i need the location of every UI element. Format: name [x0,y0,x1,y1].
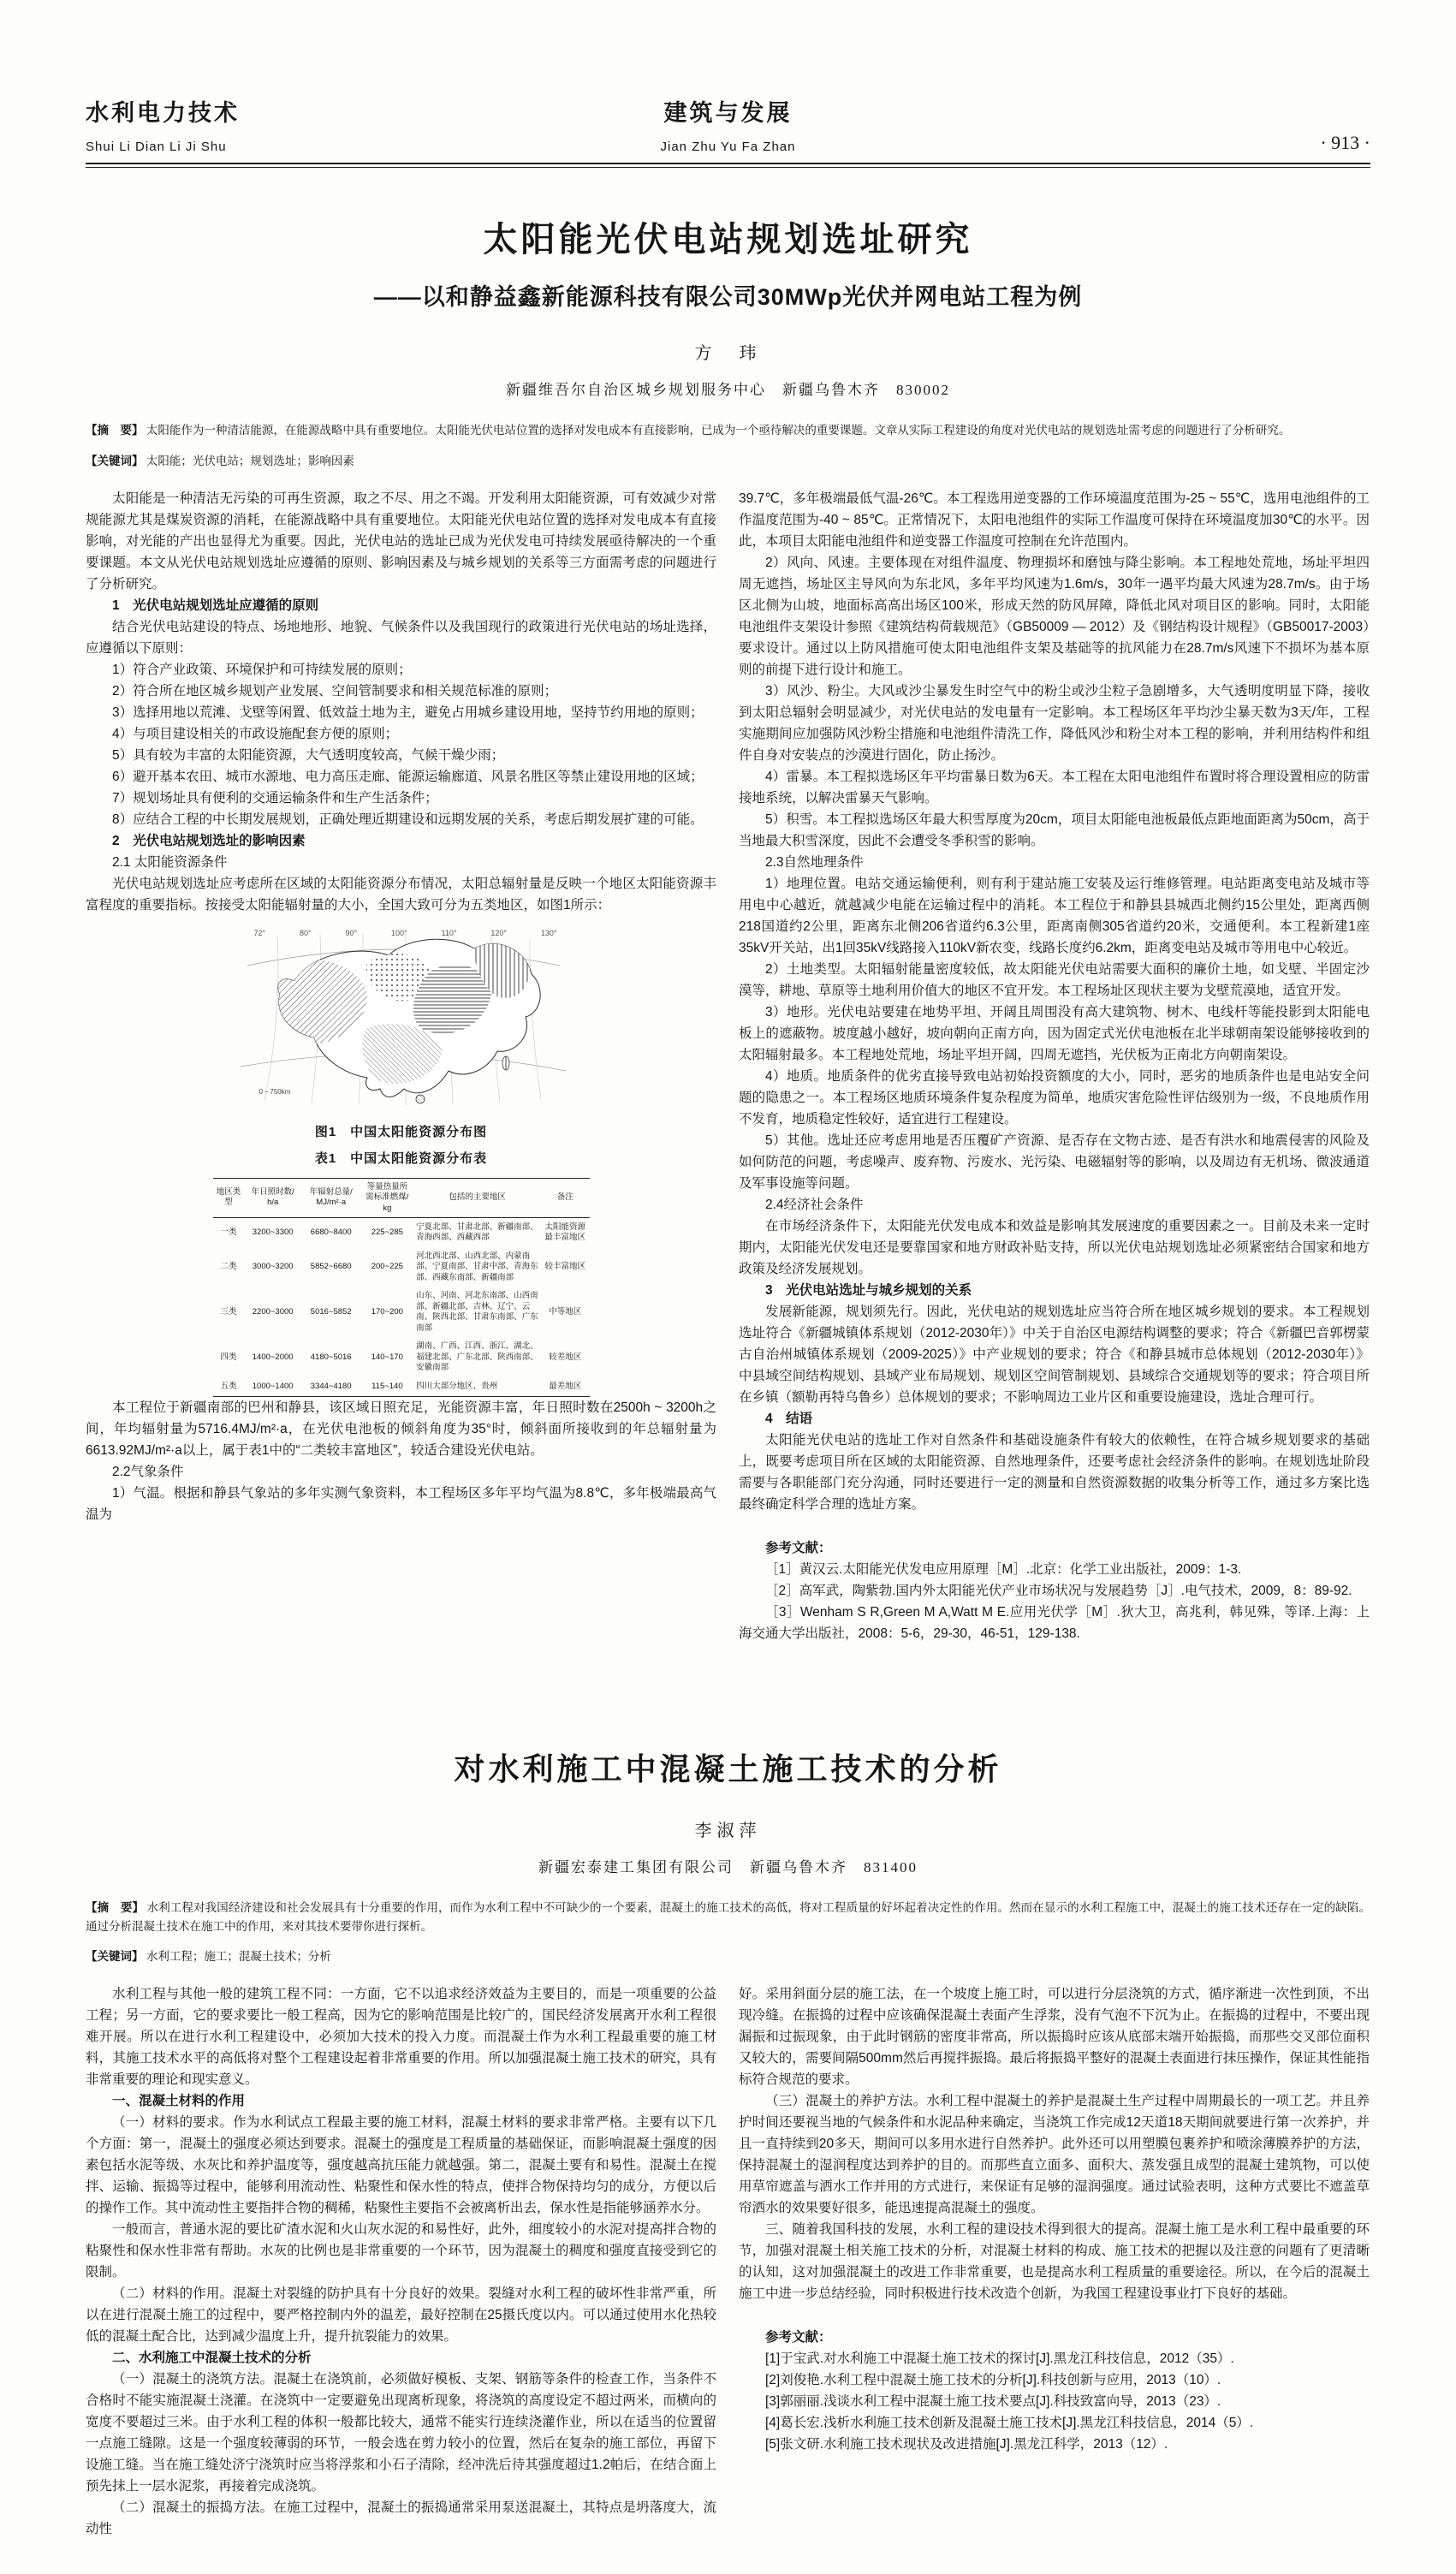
table-cell: 170~200 [371,1306,403,1317]
body-paragraph: （三）混凝土的养护方法。水利工程中混凝土的养护是混凝土生产过程中周期最长的一项工艺。并且养护时间还要视当地的气候条件和水泥品种来确定，当浇筑工作完成12天道18天期间就要进行第一次养护，并且一直持续到20多天，期间可以多用水进行自然养护。此外还可以用塑膜包裹养护和喷涂薄膜养护的方法，保持混凝土的湿润程度达到养护的目的。而那些直立面多、面积大、蒸发强且成型的混凝土建筑物，可以使用草帘遮盖与洒水工作并用的方式进行，来保证有足够的湿润强度。通过试验表明，这种方式要比不遮盖草帘洒水的效果要好很多，能迅速提高混凝土的强度。 [739,2094,1370,2215]
bottom-margin [86,2540,1370,2574]
body-paragraph: 2）风向、风速。主要体现在对组件温度、物理损坏和磨蚀与降尘影响。本工程地处荒地，场址平坦四周无遮挡，场址区主导风向为东北风，多年平均风速为1.6m/s，30年一遇平均最大风速为28.7m/s。由于场区北侧为山坡，地面标高高出场区100米，形成天然的防风屏障，降低北风对项目区的影响。同时，太阳能电池组件支架设计参照《建筑结构荷载规范》（GB50009 — 2012）及《钢结构设计规程》（GB50017-2003）要求设计。通过以上防风措施可使太阳电池组件支架及基础等的抗风能力在28.7m/s风速下不损坏为基本原则的前提下进行设计和施工。 [739,555,1370,677]
section-heading: 1 光伏电站规划选址应遵循的原则 [112,597,319,613]
body-paragraph: 4）雷暴。本工程拟选场区年平均雷暴日数为6天。本工程在太阳电池组件布置时将合理设置相应的防雷接地系统，以解决雷暴天气影响。 [739,769,1370,805]
map-meridians [254,923,557,944]
paper2-title: 对水利施工中混凝土施工技术的分析 [454,1751,1002,1786]
body-paragraph: 1）地理位置。电站交通运输便利，则有利于建站施工安装及运行维修管理。电站距离变电站及城市等用电中心越近，就越减少电能在运输过程中的消耗。本工程位于和静县县城西北侧约15公里处，距离西侧218国道约2公里，距离东北侧206省道约6.3公里，距离南侧305省道约20米，交通便利。本工程新建1座35kV开关站，出1回35kV线路接入110kV新农变，线路长度约6.2km，距离变电站及城市等用电中心较近。 [739,876,1370,955]
page-header [86,0,1370,154]
paper2 [86,1745,1370,2541]
paper2-column-left [86,1983,716,2540]
table-caption: 表1 中国太阳能资源分布表 [314,1150,488,1166]
body-paragraph: 1）符合产业政策、环境保护和可持续发展的原则； [112,662,412,677]
paper2-body [86,1983,1370,2540]
table-cell: 一类 [220,1227,237,1237]
section-heading: 3 光伏电站选址与城乡规划的关系 [765,1282,972,1298]
table-cell: 140~170 [371,1352,403,1362]
body-paragraph: 太阳能光伏电站的选址工作对自然条件和基础设施条件有较大的依赖性，在符合城乡规划要求的基础上，既要考虑项目所在区域的太阳能资源、自然地理条件，还要考虑社会经济条件的影响。在规划选址阶段需要与各职能部门充分沟通，同时还要进行一定的测量和自然资源数据的收集分析等工作，通过多方案比选最终确定科学合理的选址方案。 [739,1432,1370,1512]
table-cell: 6680~8400 [310,1227,352,1237]
paper2-right-blocks [739,1983,1370,2304]
table-row [213,1218,590,1248]
body-paragraph: （一）混凝土的浇筑方法。混凝土在浇筑前，必须做好模板、支架、钢筋等条件的检查工作，当条件不合格时不能实施混凝土浇灌。在浇筑中一定要避免出现离析现象，将浇筑的高度设定不超过两米，而横向的宽度不要超过三米。由于水利工程的体积一般都比较大，通常不能实行连续浇灌作业，所以在适当的位置留一点施工缝隙。这是一个强度较薄弱的环节，一般会选在剪力较小的位置，然后在复杂的施工部位，再留下设施工缝。当在施工缝处济宁浇筑时应当将浮浆和小石子清除，经冲洗后待其强度超过1.2帕后，在结合面上预先抹上一层水泥浆，再接着完成浇筑。 [86,2372,716,2494]
reference-item: ［2］高军武，陶紫勃.国内外太阳能光伏产业市场状况与发展趋势［J］.电气技术，2009，8：89-92. [765,1583,1352,1598]
body-paragraph: 本工程位于新疆南部的巴州和静县，该区域日照充足，光能资源丰富，年日照时数在2500h ~ 3200h之间，年均辐射量为5716.4MJ/m²·a，在光伏电池板的倾斜角度为35°时，倾斜面所接收到的年总辐射量为6613.92MJ/m²·a以上，属于表1中的“二类较丰富地区”，较适合建设光伏电站。 [86,1400,716,1458]
table-cell: 较丰富地区 [544,1262,586,1271]
subsection-heading: 2.2气象条件 [112,1464,184,1479]
paper1-left-blocks-b [86,1397,716,1525]
body-paragraph: 5）具有较为丰富的太阳能资源，大气透明度较高，气候干燥少雨； [112,747,505,763]
table-cell: 四类 [220,1352,237,1362]
paper2-column-right [739,1983,1370,2540]
body-paragraph: 三、随着我国科技的发展，水利工程的建设技术得到很大的提高。混凝土施工是水利工程中最重要的环节，加强对混凝土相关施工技术的分析，对混凝土材料的构成、施工技术的把握以及注意的问题有了更清晰的认知，这对加强混凝土的改进工作非常重要，也是提高水利工程质量的重要途径。所以，在今后的混凝土施工中进一步总结经验，同时积极进行技术改造个创新，为我国工程建设事业打下良好的基础。 [739,2222,1370,2301]
reference-item: [5]张文研.水利施工技术现状及改进措施[J].黑龙江科学，2013（12）. [765,2437,1168,2452]
body-paragraph: （二）混凝土的振捣方法。在施工过程中，混凝土的振捣通常采用泵送混凝土，其特点是坍落度大，流动性 [86,2500,716,2536]
reference-item: [1]于宝武.对水利施工中混凝土施工技术的探讨[J].黑龙江科技信息，2012（35）. [765,2351,1234,2366]
table-header-cell: 年辐射总量/ MJ/m²·a [301,1178,361,1218]
reference-item: ［3］Wenham S R,Green M A,Watt M E.应用光伏学［M］.狄大卫，高兆利，韩见殊，等译.上海：上海交通大学出版社，2008：5-6，29-30，46-51，129-138. [739,1604,1370,1641]
table-row [213,1247,590,1287]
table-cell: 200~225 [371,1262,403,1271]
paper2-abstract [86,1899,1370,1936]
body-paragraph: 3）选择用地以荒滩、戈壁等闲置、低效益土地为主，避免占用城乡建设用地，坚持节约用地的原则； [112,704,704,720]
keywords-label: 【关键词】 [86,1950,144,1963]
paper2-left-blocks [86,1983,716,2540]
journal-left [86,94,445,154]
references-title: 参考文献： [765,1540,832,1555]
paper1-column-right [739,488,1370,1644]
paper1-title: 太阳能光伏电站规划选址研究 [483,221,973,259]
references-title: 参考文献： [765,2330,832,2345]
table-cell: 宁夏北部、甘肃北部、新疆南部、青海西部、西藏西部 [416,1222,538,1242]
section-heading: 一、混凝土材料的作用 [112,2094,246,2108]
map-meridian-label: 130° [540,928,557,937]
paper1-affiliation: 新疆维吾尔自治区城乡规划服务中心 新疆乌鲁木齐 830002 [506,382,950,398]
table-cell: 2200~3000 [252,1306,294,1317]
body-paragraph: 太阳能是一种清洁无污染的可再生资源，取之不尽、用之不竭。开发利用太阳能资源，可有效减少对常规能源尤其是煤炭资源的消耗，在能源战略中具有重要地位。太阳能光伏电站位置的选择对发电成本有直接影响，对光能的产出也显得尤为重要。因此，光伏电站的选址已成为光伏发电可持续发展亟待解决的一个重要课题。本文从光伏电站规划选址应遵循的原则、影响因素及与城乡规划的关系等三方面需考虑的问题进行了分析研究。 [86,490,716,591]
table-cell: 五类 [220,1381,237,1391]
section-heading: 2 光伏电站规划选址的影响因素 [112,833,306,848]
taiwan-island [502,1056,509,1070]
paper1-column-left [86,488,716,1644]
subsection-heading: 2.1 太阳能资源条件 [112,854,228,870]
solar-table-body [213,1218,590,1397]
table-row [213,1287,590,1338]
table-cell: 115~140 [371,1381,403,1391]
table-header-cell: 包括的主要地区 [413,1178,541,1218]
body-paragraph: 39.7℃，多年极端最低气温-26℃。本工程选用逆变器的工作环境温度范围为-25 ~ 55℃，选用电池组件的工作温度范围为-40 ~ 85℃。正常情况下，太阳电池组件的实际工作温度可保持在环境温度加30℃的水平。因此，本项目太阳能电池组件和逆变器工作温度可控制在允许范围内。 [739,490,1370,549]
table-cell: 中等地区 [549,1306,582,1317]
body-paragraph: 4）与项目建设相关的市政设施配套方便的原则； [112,726,399,741]
table-cell: 5852~6680 [310,1262,352,1271]
journal-pinyin-center: Jian Zhu Yu Fa Zhan [660,140,796,154]
map-meridian-label: 90° [345,928,358,937]
body-paragraph: 一般而言，普通水泥的要比矿渣水泥和火山灰水泥的和易性好，此外，细度较小的水泥对提高拌合物的粘聚性和保水性非常有帮助。水灰的比例也是非常重要的一个环节，因为混凝土的稠度和强度直接受到它的限制。 [86,2222,716,2280]
paper1-body [86,488,1370,1644]
body-paragraph: 2）符合所在地区城乡规划产业发展、空间管制要求和相关规范标准的原则； [112,683,558,698]
body-paragraph: 8）应结合工程的中长期发展规划，正确处理近期建设和远期发展的关系，考虑后期发展扩建的可能。 [112,811,704,827]
body-paragraph: 6）避开基本农田、城市水源地、电力高压走廊、能源运输廊道、风景名胜区等禁止建设用地的区域； [112,769,704,784]
body-paragraph: 5）积雪。本工程拟选场区年最大积雪厚度为20cm，项目太阳能电池板最低点距地面距离为50cm，高于当地最大积雪深度，因此不会遭受冬季积雪的影响。 [739,811,1370,848]
table-header-cell: 地区类型 [213,1178,245,1218]
map-scale-label: 0 ⎯ 750km [259,1087,291,1096]
body-paragraph: 7）规划场址具有便利的交通运输条件和生产生活条件； [112,790,438,805]
table-cell: 4180~5016 [310,1352,352,1362]
china-solar-map-box [230,921,573,1116]
paper1 [86,212,1370,1644]
journal-pinyin-left: Shui Li Dian Li Ji Shu [86,140,227,154]
keywords-text: 水利工程；施工；混凝土技术；分析 [146,1950,331,1963]
paper1-keywords [86,452,1370,471]
table-cell: 太阳能资源最丰富地区 [544,1222,586,1242]
body-paragraph: （一）材料的要求。作为水利试点工程最主要的施工材料，混凝土材料的要求非常严格。主要有以下几个方面：第一，混凝土的强度必须达到要求。混凝土的强度是工程质量的基础保证，而影响混凝土强度的因素包括水泥等级、水灰比和养护温度等，强度越高抗压能力就越强。第二，混凝土要有和易性。混凝土在搅拌、运输、振捣等过程中，能够利用流动性、粘聚性和保水性的特点，使拌合物保持均匀的成分，方便以后的操作工作。其中流动性主要指拌合物的稠稀，粘聚性主要指不会被离析出去，保水性是指能够涵养水分。 [86,2115,716,2215]
abstract-text: 水利工程对我国经济建设和社会发展具有十分重要的作用，而作为水利工程中不可缺少的一个要素，混凝土的施工技术的高低，将对工程质量的好坏起着决定性的作用。然而在显示的水利工程施工中，混凝土的施工技术还存在一定的缺陷。通过分析混凝土技术在施工中的作用，来对其技术要带你进行探析。 [86,1900,1371,1933]
table-cell: 最差地区 [549,1381,582,1391]
table-cell: 四川大部分地区、贵州 [416,1381,498,1391]
body-paragraph: 2）土地类型。太阳辐射能量密度较低，故太阳能光伏电站需要大面积的廉价土地，如戈壁、半固定沙漠等，耕地、草原等土地利用价值大的地区不宜开发。本工程场址区现状主要为戈壁荒漠地，适宜开发。 [739,961,1370,998]
table-header-cell: 等量热量所需标准燃煤/ kg [361,1178,413,1218]
body-paragraph: 1）气温。根据和静县气象站的多年实测气象资料，本工程场区多年平均气温为8.8℃，多年极端最高气温为 [86,1485,716,1522]
table-cell: 3000~3200 [252,1262,294,1271]
body-paragraph: 结合光伏电站建设的特点、场地地形、地貌、气候条件以及我国现行的政策进行光伏电站的场址选择，应遵循以下原则： [86,619,716,656]
subsection-heading: 2.4经济社会条件 [765,1197,864,1212]
body-paragraph: 好。采用斜面分层的施工法，在一个坡度上施工时，可以进行分层浇筑的方式，循序渐进一次性到顶，不出现冷缝。在振捣的过程中应该确保混凝土表面产生浮浆，没有气泡不下沉为止。在振捣的过程中，不要出现漏振和过振现象，由于此时钢筋的密度非常高，所以振捣时应该从底部末端开始振捣，而那些交叉部位面积又较大的，需要间隔500mm然后再搅拌振捣。最后将振捣平整好的混凝土表面进行抹压操作，保证其性能指标符合规范的要求。 [739,1987,1370,2087]
table-header-cell: 年日照时数/ h/a [245,1178,301,1218]
subsection-heading: 2.3自然地理条件 [765,854,864,870]
page-number-wrap [1011,132,1370,154]
abstract-label: 【摘 要】 [86,1900,145,1914]
body-paragraph: 3）地形。光伏电站要建在地势平坦、开阔且周围没有高大建筑物、树木、电线杆等能投影到太阳能电板上的遮蔽物。坡度越小越好，坡向朝向正南方向，因为固定式光伏电池板在北半球朝南架设能够接收到的太阳辐射最多。本工程地处荒地，场址平坦开阔，四周无遮挡，光伏板为正南北方向朝南架设。 [739,1004,1370,1062]
body-paragraph: 3）风沙、粉尘。大风或沙尘暴发生时空气中的粉尘或沙尘粒子急剧增多，大气透明度明显下降，接收到太阳总辐射会明显减少，对光伏电站的发电量有一定影响。本工程场区年平均沙尘暴天数为3天/年，工程实施期间应加强防风沙粉尘措施和电池组件清洗工作，降低风沙和粉尘对本工程的影响，并利用结构件和组件自身对安装点的沙漠进行固化，防止扬沙。 [739,683,1370,763]
paper1-author: 方 玮 [694,344,762,363]
paper2-references [739,2348,1370,2455]
reference-item: [2]刘俊艳.水利工程中混凝土施工技术的分析[J].科技创新与应用，2013（10）. [765,2373,1221,2387]
body-paragraph: 在市场经济条件下，太阳能光伏发电成本和效益是影响其发展速度的重要因素之一。目前及未来一定时期内，太阳能光伏发电还是要靠国家和地方财政补贴支持，所以光伏电站规划选址必须紧密结合国家和地方政策及经济发展规划。 [739,1218,1370,1276]
keywords-text: 太阳能；光伏电站；规划选址；影响因素 [146,454,354,467]
journal-title-left: 水利电力技术 [86,100,240,126]
body-paragraph: 发展新能源，规划须先行。因此，光伏电站的规划选址应当符合所在地区城乡规划的要求。本工程规划选址符合《新疆城镇体系规划（2012-2030年）》中关于自治区电源结构调整的要求；符合《新疆巴音郭楞蒙古自治州城镇体系规划（2009-2025）》中产业规划的要求；符合《和静县城市总体规划（2012-2030年）》中县域空间结构规划、县域产业布局规划、规划区空间管制规划、县域综合交通规划等的要求；符合项目所在乡镇（额勒再特乌鲁乡）总体规划的要求；不影响周边工业片区和重要设施建设，选址合理可行。 [739,1304,1370,1405]
table-header-cell: 备注 [541,1178,589,1218]
paper2-keywords [86,1947,1370,1966]
table-cell: 河北西北部、山西北部、内蒙南部、宁夏南部、甘肃中部、青海东部、西藏东南部、新疆南部 [416,1251,538,1282]
reference-item: [4]葛长宏.浅析水利施工技术创新及混凝土施工技术[J].黑龙江科技信息，2014（5）. [765,2416,1254,2430]
table-row [213,1338,590,1378]
table-cell: 3344~4180 [310,1381,352,1391]
header-rule-thin [86,167,1370,168]
hainan-island [416,1095,425,1103]
paper2-affiliation: 新疆宏泰建工集团有限公司 新疆乌鲁木齐 831400 [538,1858,918,1876]
paper1-left-blocks-a [86,488,716,916]
map-meridian-label: 110° [441,928,457,937]
table-cell: 二类 [220,1262,237,1271]
table-cell: 225~285 [371,1227,403,1237]
figure-1 [205,921,598,1397]
table-cell: 山东、河南、河北东南部、山西南部、新疆北部、吉林、辽宁、云南、陕西北部、甘肃东南部、广东南部 [416,1291,538,1333]
paper1-right-blocks [739,488,1370,1515]
paper1-subtitle: ——以和静益鑫新能源科技有限公司30MWp光伏并网电站工程为例 [373,284,1083,310]
reference-item: [3]郭丽丽.浅谈水利工程中混凝土施工技术要点[J].科技致富向导，2013（23）. [765,2394,1221,2409]
table-cell: 3200~3300 [252,1227,294,1237]
page-number: · 913 · [1320,132,1370,153]
table-cell: 1400~2000 [252,1352,294,1362]
section-heading: 二、水利施工中混凝土技术的分析 [112,2351,312,2365]
paper1-abstract [86,421,1370,440]
table-cell: 1000~1400 [252,1381,294,1391]
body-paragraph: 光伏电站规划选址应考虑所在区域的太阳能资源分布情况，太阳总辐射量是反映一个地区太阳能资源丰富程度的重要指标。按接受太阳能辐射量的大小，全国大致可分为五类地区，如图1所示： [86,876,716,912]
table-cell: 湖南、广西、江西、浙江、湖北、福建北部、广东北部、陕西南部、安徽南部 [416,1341,538,1372]
table-cell: 较差地区 [549,1352,582,1362]
body-paragraph: （二）材料的作用。混凝土对裂缝的防护具有十分良好的效果。裂缝对水利工程的破坏性非常严重，所以在进行混凝土施工的过程中，要严格控制内外的温差，最好控制在25摄氏度以内。可以通过使用水化热较低的混凝土配合比，达到减少温度上升，提升抗裂能力的效果。 [86,2286,716,2344]
body-paragraph: 5）其他。选址还应考虑用地是否压覆矿产资源、是否存在文物古迹、是否有洪水和地震侵害的风险及如何防范的问题，考虑噪声、废弃物、污废水、光污染、电磁辐射等的影响，以及周边有无机场、微波通道及军事设施等问题。 [739,1132,1370,1191]
figure-caption: 图1 中国太阳能资源分布图 [314,1124,488,1139]
map-meridian-label: 100° [391,928,407,937]
abstract-label: 【摘 要】 [86,424,144,437]
table-cell: 三类 [220,1306,237,1317]
table-header-row [213,1178,590,1218]
map-meridian-label: 120° [490,928,507,937]
paper1-references [739,1559,1370,1644]
body-paragraph: 4）地质。地质条件的优劣直接导致电站初始投资额度的大小，同时，恶劣的地质条件也是电站安全问题的隐患之一。本工程场区地质环境条件复杂程度为简单，地质灾害危险性评估级别为一级，不良地质作用不发育，地质稳定性较好，适宜进行工程建设。 [739,1068,1370,1126]
header-rule-thick [86,163,1370,164]
journal-title-center: 建筑与发展 [663,100,793,126]
paper2-author: 李淑萍 [694,1821,762,1840]
solar-resource-table [213,1178,590,1397]
reference-item: ［1］黄汉云.太阳能光伏发电应用原理［M］.北京：化学工业出版社，2009：1-3. [765,1561,1242,1577]
table-cell: 5016~5852 [310,1306,352,1317]
body-paragraph: 水利工程与其他一般的建筑工程不同：一方面，它不以追求经济效益为主要目的，而是一项重要的公益工程；另一方面，它的要求要比一般工程高，因为它的影响范围是比较广的，国民经济发展离开水利工程很难开展。所以在进行水利工程建设中，必须加大技术的投入力度。而混凝土作为水利工程最重要的施工材料，其施工技术水平的高低将对整个工程建设起着非常重要的作用。所以加强混凝土施工技术的研究，具有非常重要的理论和现实意义。 [86,1987,716,2087]
map-meridian-label: 80° [300,928,312,937]
journal-center [445,94,1011,154]
section-heading: 4 结语 [765,1411,813,1426]
map-meridian-label: 72° [253,928,266,937]
abstract-text: 太阳能作为一种清洁能源，在能源战略中具有重要地位。太阳能光伏电站位置的选择对发电成本有直接影响，已成为一个亟待解决的重要课题。文章从实际工程建设的角度对光伏电站的规划选址需考虑的问题进行了分析研究。 [146,424,1291,437]
table-row [213,1377,590,1396]
solar-table-head [213,1178,590,1218]
keywords-label: 【关键词】 [86,454,144,467]
